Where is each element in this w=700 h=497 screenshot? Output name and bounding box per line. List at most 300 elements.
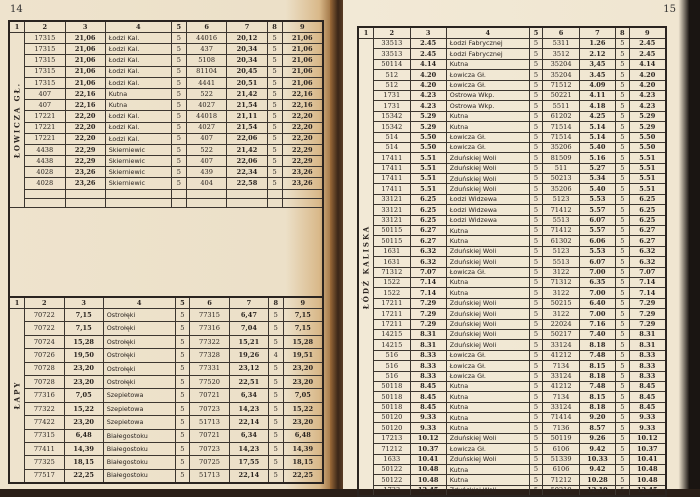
arrival-time-cell: 22,14: [229, 469, 268, 482]
platform-cell: 5: [175, 402, 190, 415]
transfer-time-cell: 22,29: [282, 156, 323, 167]
train-number-cell: 4028: [25, 178, 66, 189]
empty-cell: [227, 189, 267, 198]
platform-cell: 5: [171, 55, 186, 66]
connecting-train-cell: 22024: [543, 319, 580, 329]
column-header-8: 8: [267, 21, 282, 33]
connection-platform-cell: 5: [616, 142, 630, 152]
platform-cell: 5: [171, 122, 186, 133]
column-header-9: 9: [282, 21, 323, 33]
destination-cell: Łodzi Kal.: [105, 122, 171, 133]
arrival-time-cell: 7.16: [579, 319, 615, 329]
platform-cell: 5: [529, 329, 543, 339]
departure-time-cell: 7.29: [410, 309, 446, 319]
platform-cell: 5: [529, 350, 543, 360]
train-number-cell: 15342: [374, 122, 411, 132]
empty-cell: [25, 189, 66, 198]
train-number-cell: 17211: [374, 298, 411, 308]
transfer-time-cell: 5.29: [629, 111, 666, 121]
table-row: [9, 349, 323, 362]
connection-platform-cell: 5: [616, 194, 630, 204]
arrival-time-cell: 20,45: [227, 66, 267, 77]
table-row: [9, 309, 323, 322]
train-number-cell: 50122: [374, 465, 411, 475]
connection-platform-cell: 5: [616, 174, 630, 184]
transfer-time-cell: 8.31: [629, 329, 666, 339]
connecting-train-cell: 35206: [543, 142, 580, 152]
train-number-cell: 17221: [25, 122, 66, 133]
connecting-train-cell: 50221: [543, 90, 580, 100]
destination-cell: Skierniewic: [105, 167, 171, 178]
connection-platform-cell: 5: [268, 375, 283, 388]
empty-cell: [25, 198, 66, 207]
destination-cell: Kutna: [446, 59, 529, 69]
platform-cell: 5: [175, 456, 190, 469]
table-row: [9, 469, 323, 482]
destination-cell: Ostrołęki: [103, 322, 175, 335]
platform-cell: 5: [175, 362, 190, 375]
train-number-cell: 4028: [25, 167, 66, 178]
empty-row: [9, 189, 323, 198]
platform-cell: 5: [171, 77, 186, 88]
departure-time-cell: 7.14: [410, 288, 446, 298]
departure-time-cell: 7,15: [64, 309, 103, 322]
column-header-8: 8: [616, 27, 630, 39]
connection-platform-cell: 5: [616, 184, 630, 194]
station-name: ŁOWICZA GŁ.: [12, 81, 22, 158]
destination-cell: Zduńskiej Woli: [446, 485, 529, 496]
connection-platform-cell: 5: [267, 55, 282, 66]
table-row: [358, 340, 666, 350]
departure-time-cell: 21,06: [65, 33, 105, 44]
departure-time-cell: 2.45: [410, 39, 446, 49]
arrival-time-cell: 5.40: [579, 184, 615, 194]
connecting-train-cell: 522: [186, 144, 227, 155]
train-number-cell: 17213: [374, 433, 411, 443]
connecting-train-cell: 70723: [190, 402, 230, 415]
table-row: [358, 309, 666, 319]
transfer-time-cell: 7,15: [283, 322, 323, 335]
platform-cell: 5: [171, 156, 186, 167]
platform-cell: 5: [175, 335, 190, 348]
departure-time-cell: 9.33: [410, 413, 446, 423]
departure-time-cell: 4.14: [410, 59, 446, 69]
arrival-time-cell: 14,23: [229, 402, 268, 415]
arrival-time-cell: 5.14: [579, 132, 615, 142]
connecting-train-cell: 439: [186, 167, 227, 178]
table-row: [358, 267, 666, 277]
platform-cell: 5: [171, 111, 186, 122]
table-row: [358, 80, 666, 90]
table-row: [358, 101, 666, 111]
destination-cell: Kutna: [446, 277, 529, 287]
train-number-cell: 33121: [374, 205, 411, 215]
train-number-cell: 516: [374, 361, 411, 371]
connection-platform-cell: 5: [616, 101, 630, 111]
arrival-time-cell: 6.35: [579, 277, 615, 287]
destination-cell: Zduńskiej Woli: [446, 433, 529, 443]
connecting-train-cell: 70725: [190, 456, 230, 469]
departure-time-cell: 18,15: [64, 456, 103, 469]
connection-platform-cell: 5: [616, 465, 630, 475]
connecting-train-cell: 5123: [543, 246, 580, 256]
transfer-time-cell: 22,29: [282, 144, 323, 155]
departure-time-cell: 7.07: [410, 267, 446, 277]
train-number-cell: 1522: [374, 277, 411, 287]
platform-cell: 5: [529, 413, 543, 423]
connecting-train-cell: 7134: [543, 361, 580, 371]
connection-platform-cell: 5: [616, 413, 630, 423]
connecting-train-cell: 5511: [543, 101, 580, 111]
destination-cell: Łodzi Kal.: [105, 66, 171, 77]
departure-time-cell: 22,20: [65, 111, 105, 122]
train-number-cell: 1631: [374, 246, 411, 256]
train-number-cell: 1731: [374, 101, 411, 111]
train-number-cell: 17211: [374, 309, 411, 319]
departure-time-cell: 22,20: [65, 122, 105, 133]
arrival-time-cell: 20,34: [227, 55, 267, 66]
departure-time-cell: 6.25: [410, 205, 446, 215]
connecting-train-cell: 5311: [543, 39, 580, 49]
platform-cell: 5: [529, 423, 543, 433]
connection-platform-cell: 5: [267, 178, 282, 189]
connecting-train-cell: 81104: [186, 66, 227, 77]
departure-time-cell: 7,05: [64, 389, 103, 402]
header-row: [9, 297, 323, 309]
connection-platform-cell: 5: [267, 156, 282, 167]
page-number: 14: [10, 4, 23, 15]
table-row: [358, 226, 666, 236]
transfer-time-cell: 2.45: [629, 39, 666, 49]
train-number-cell: 33513: [374, 49, 411, 59]
departure-time-cell: 12.45: [410, 485, 446, 496]
train-number-cell: 512: [374, 80, 411, 90]
train-number-cell: 1631: [374, 257, 411, 267]
train-number-cell: 1733: [374, 485, 411, 496]
departure-time-cell: 22,20: [65, 133, 105, 144]
table-row: [358, 122, 666, 132]
connecting-train-cell: 71514: [543, 122, 580, 132]
platform-cell: 5: [529, 298, 543, 308]
departure-time-cell: 8.33: [410, 371, 446, 381]
connecting-train-cell: 33124: [543, 402, 580, 412]
platform-cell: 5: [529, 465, 543, 475]
destination-cell: Kutna: [446, 288, 529, 298]
connecting-train-cell: 50217: [543, 329, 580, 339]
table-row: [9, 66, 323, 77]
departure-time-cell: 8.33: [410, 361, 446, 371]
train-number-cell: 50118: [374, 402, 411, 412]
transfer-time-cell: 5.51: [629, 163, 666, 173]
platform-cell: 5: [529, 444, 543, 454]
table-row: [9, 322, 323, 335]
connecting-train-cell: 71212: [543, 475, 580, 485]
departure-time-cell: 6.27: [410, 236, 446, 246]
arrival-time-cell: 7,04: [229, 322, 268, 335]
transfer-time-cell: 18,15: [283, 456, 323, 469]
connecting-train-cell: 3122: [543, 288, 580, 298]
table-row: [358, 174, 666, 184]
table-row: [358, 413, 666, 423]
transfer-time-cell: 7.14: [629, 288, 666, 298]
train-number-cell: 50114: [374, 59, 411, 69]
transfer-time-cell: 15,28: [283, 335, 323, 348]
departure-time-cell: 8.31: [410, 329, 446, 339]
connection-platform-cell: 5: [616, 80, 630, 90]
arrival-time-cell: 8.18: [579, 340, 615, 350]
departure-time-cell: 5.29: [410, 111, 446, 121]
table-row: [358, 288, 666, 298]
connecting-train-cell: 3512: [543, 49, 580, 59]
column-header-4: 4: [103, 297, 175, 309]
station-label: [9, 309, 25, 483]
transfer-time-cell: 5.51: [629, 184, 666, 194]
table-row: [358, 465, 666, 475]
connecting-train-cell: 511: [543, 163, 580, 173]
transfer-time-cell: 14,39: [283, 442, 323, 455]
platform-cell: 5: [175, 322, 190, 335]
destination-cell: Białegostoku: [103, 456, 175, 469]
platform-cell: 5: [529, 475, 543, 485]
platform-cell: 5: [171, 88, 186, 99]
connection-platform-cell: 5: [267, 88, 282, 99]
connection-platform-cell: 5: [616, 485, 630, 496]
destination-cell: Zduńskiej Woli: [446, 163, 529, 173]
arrival-time-cell: 23,12: [229, 362, 268, 375]
arrival-time-cell: 6,34: [229, 389, 268, 402]
connecting-train-cell: 81509: [543, 153, 580, 163]
departure-time-cell: 4.20: [410, 70, 446, 80]
transfer-time-cell: 7,15: [283, 309, 323, 322]
connecting-train-cell: 35204: [543, 59, 580, 69]
empty-cell: [171, 189, 186, 198]
departure-time-cell: 4.23: [410, 101, 446, 111]
station-name: ŁÓDŹ KALISKA: [361, 224, 371, 310]
transfer-time-cell: 12.45: [629, 485, 666, 496]
connection-platform-cell: 5: [616, 257, 630, 267]
table-row: [358, 444, 666, 454]
table-row: [358, 319, 666, 329]
connection-platform-cell: 5: [616, 423, 630, 433]
column-header-5: 5: [175, 297, 190, 309]
connecting-train-cell: 50219: [543, 485, 580, 496]
departure-time-cell: 8.33: [410, 350, 446, 360]
platform-cell: 5: [529, 59, 543, 69]
station-label: [9, 33, 25, 208]
empty-cell: [105, 189, 171, 198]
connecting-train-cell: 50215: [543, 298, 580, 308]
arrival-time-cell: 8.57: [579, 423, 615, 433]
arrival-time-cell: 19,26: [229, 349, 268, 362]
arrival-time-cell: 20,51: [227, 77, 267, 88]
train-number-cell: 514: [374, 142, 411, 152]
train-number-cell: 17315: [25, 66, 66, 77]
platform-cell: 5: [529, 454, 543, 464]
arrival-time-cell: 6.07: [579, 257, 615, 267]
platform-cell: 5: [529, 101, 543, 111]
destination-cell: Kutna: [446, 402, 529, 412]
arrival-time-cell: 21,42: [227, 88, 267, 99]
platform-cell: 5: [529, 267, 543, 277]
table-row: [9, 133, 323, 144]
table-row: [9, 111, 323, 122]
platform-cell: 5: [175, 375, 190, 388]
platform-cell: 5: [529, 402, 543, 412]
transfer-time-cell: 4.20: [629, 80, 666, 90]
train-number-cell: 512: [374, 70, 411, 80]
destination-cell: Białegostoku: [103, 429, 175, 442]
platform-cell: 5: [175, 389, 190, 402]
table-row: [9, 456, 323, 469]
connection-platform-cell: 4: [268, 349, 283, 362]
connection-platform-cell: 5: [616, 361, 630, 371]
destination-cell: Kutna: [105, 88, 171, 99]
arrival-time-cell: 5.40: [579, 142, 615, 152]
arrival-time-cell: 20,34: [227, 44, 267, 55]
station-name: ŁAPY: [12, 380, 22, 410]
table-row: [358, 475, 666, 485]
platform-cell: 5: [529, 226, 543, 236]
transfer-time-cell: 8.45: [629, 402, 666, 412]
table-row: [358, 194, 666, 204]
transfer-time-cell: 4.23: [629, 90, 666, 100]
departure-time-cell: 6.25: [410, 215, 446, 225]
arrival-time-cell: 6.40: [579, 298, 615, 308]
destination-cell: Ostrołęki: [103, 309, 175, 322]
connecting-train-cell: 35204: [543, 70, 580, 80]
connection-platform-cell: 5: [267, 133, 282, 144]
arrival-time-cell: 7.00: [579, 288, 615, 298]
destination-cell: Skierniewic: [105, 178, 171, 189]
connection-platform-cell: 5: [616, 90, 630, 100]
arrival-time-cell: 10.33: [579, 454, 615, 464]
destination-cell: Szepietowa: [103, 402, 175, 415]
timetable-lodz-kaliska: [357, 26, 667, 497]
column-header-5: 5: [171, 21, 186, 33]
column-header-1: 1: [9, 297, 25, 309]
train-number-cell: 70722: [25, 309, 65, 322]
table-row: [9, 33, 323, 44]
connection-platform-cell: 5: [616, 111, 630, 121]
destination-cell: Zduńskiej Woli: [446, 319, 529, 329]
destination-cell: Łowicza Gł.: [446, 80, 529, 90]
destination-cell: Ostrołęki: [103, 375, 175, 388]
platform-cell: 5: [529, 361, 543, 371]
destination-cell: Kutna: [446, 413, 529, 423]
platform-cell: 5: [529, 371, 543, 381]
connecting-train-cell: 4027: [186, 100, 227, 111]
column-header-3: 3: [64, 297, 103, 309]
connection-platform-cell: 5: [268, 429, 283, 442]
table-row: [358, 433, 666, 443]
transfer-time-cell: 4.20: [629, 70, 666, 80]
connection-platform-cell: 5: [616, 475, 630, 485]
connecting-train-cell: 71312: [543, 277, 580, 287]
table-row: [358, 423, 666, 433]
train-number-cell: 17221: [25, 111, 66, 122]
destination-cell: Łowicza Gł.: [446, 142, 529, 152]
connecting-train-cell: 71414: [543, 413, 580, 423]
departure-time-cell: 15,22: [64, 402, 103, 415]
blank-cell: [9, 207, 323, 297]
connecting-train-cell: 41212: [543, 350, 580, 360]
connection-platform-cell: 5: [616, 433, 630, 443]
destination-cell: Zduńskiej Woli: [446, 184, 529, 194]
connection-platform-cell: 5: [616, 340, 630, 350]
empty-cell: [171, 198, 186, 207]
destination-cell: Łowicza Gł.: [446, 267, 529, 277]
departure-time-cell: 10.41: [410, 454, 446, 464]
arrival-time-cell: 9.42: [579, 444, 615, 454]
departure-time-cell: 21,06: [65, 77, 105, 88]
arrival-time-cell: 7.48: [579, 350, 615, 360]
departure-time-cell: 22,29: [65, 144, 105, 155]
arrival-time-cell: 6,34: [229, 429, 268, 442]
connection-platform-cell: 5: [268, 309, 283, 322]
train-number-cell: 70728: [25, 362, 65, 375]
platform-cell: 5: [175, 442, 190, 455]
table-row: [358, 59, 666, 69]
train-number-cell: 1731: [374, 90, 411, 100]
platform-cell: 5: [529, 236, 543, 246]
destination-cell: Zduńskiej Woli: [446, 340, 529, 350]
arrival-time-cell: 15,21: [229, 335, 268, 348]
table-row: [358, 485, 666, 496]
departure-time-cell: 10.48: [410, 465, 446, 475]
connecting-train-cell: 44018: [186, 111, 227, 122]
platform-cell: 5: [529, 246, 543, 256]
destination-cell: Zduńskiej Woli: [446, 329, 529, 339]
connection-platform-cell: 5: [616, 70, 630, 80]
connection-platform-cell: 5: [616, 454, 630, 464]
transfer-time-cell: 23,20: [283, 375, 323, 388]
arrival-time-cell: 12.19: [579, 485, 615, 496]
platform-cell: 5: [529, 277, 543, 287]
destination-cell: Kutna: [446, 475, 529, 485]
table-row: [358, 277, 666, 287]
train-number-cell: 17315: [25, 77, 66, 88]
table-row: [9, 402, 323, 415]
departure-time-cell: 10.37: [410, 444, 446, 454]
table-row: [9, 144, 323, 155]
platform-cell: 5: [529, 184, 543, 194]
platform-cell: 5: [529, 392, 543, 402]
train-number-cell: 17411: [374, 153, 411, 163]
arrival-time-cell: 5.57: [579, 226, 615, 236]
train-number-cell: 70728: [25, 375, 65, 388]
connection-platform-cell: 5: [616, 49, 630, 59]
transfer-time-cell: 7,05: [283, 389, 323, 402]
connecting-train-cell: 51713: [190, 416, 230, 429]
destination-cell: Łodzi Kal.: [105, 77, 171, 88]
destination-cell: Łowicza Gł.: [446, 361, 529, 371]
departure-time-cell: 10.12: [410, 433, 446, 443]
table-row: [9, 429, 323, 442]
departure-time-cell: 2.45: [410, 49, 446, 59]
connecting-train-cell: 50119: [543, 433, 580, 443]
departure-time-cell: 8.45: [410, 392, 446, 402]
table-row: [358, 454, 666, 464]
table-row: [358, 205, 666, 215]
transfer-time-cell: 9.33: [629, 423, 666, 433]
platform-cell: 5: [171, 178, 186, 189]
table-row: [9, 44, 323, 55]
departure-time-cell: 7,15: [64, 322, 103, 335]
destination-cell: Łodzi Kal.: [105, 55, 171, 66]
platform-cell: 5: [529, 39, 543, 49]
platform-cell: 5: [175, 349, 190, 362]
departure-time-cell: 5.50: [410, 142, 446, 152]
